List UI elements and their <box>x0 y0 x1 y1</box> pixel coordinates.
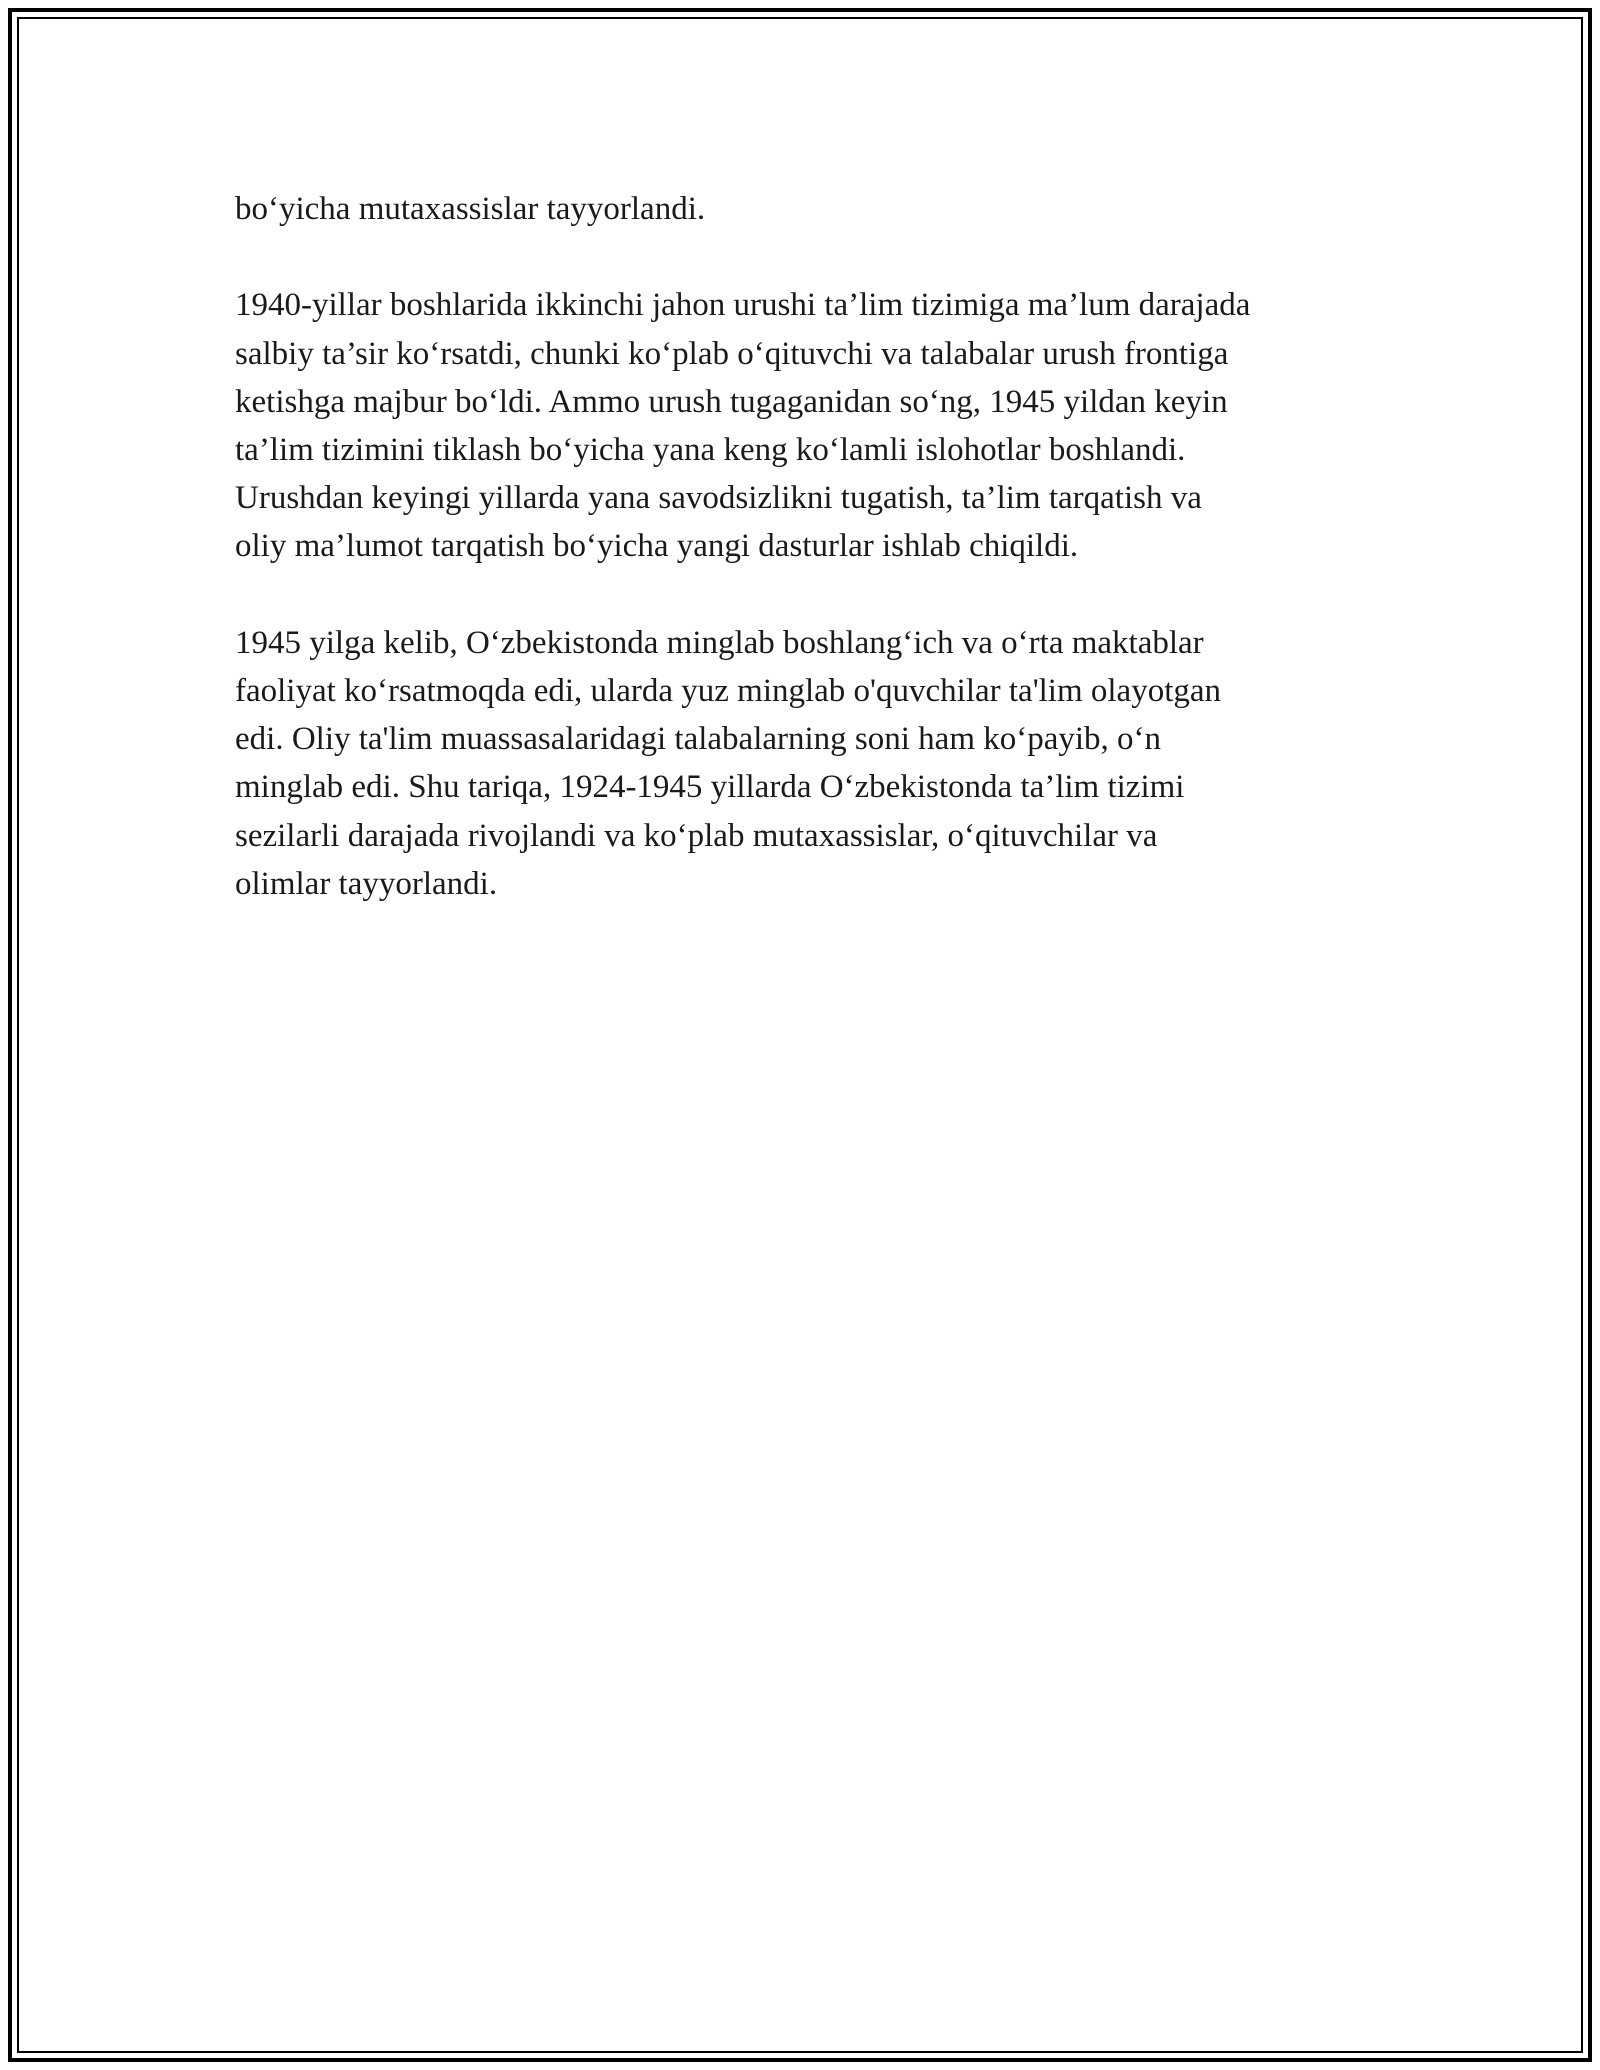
text-line: ta’lim tizimini tiklash bo‘yicha yana keng ko‘lamli islohotlar boshlandi. <box>235 432 1186 468</box>
text-line: bo‘yicha mutaxassislar tayyorlandi. <box>235 191 706 227</box>
paragraph-3 <box>235 619 1375 908</box>
text-line: salbiy ta’sir ko‘rsatdi, chunki ko‘plab o‘qituvchi va talabalar urush frontiga <box>235 335 1229 372</box>
text-line: edi. Oliy ta'lim muassasalaridagi talabalarning soni ham ko‘payib, o‘n <box>235 721 1162 758</box>
text-line: faoliyat ko‘rsatmoqda edi, ularda yuz minglab o'quvchilar ta'lim olayotgan <box>235 673 1222 709</box>
document-body <box>235 185 1375 956</box>
text-line: ketishga majbur bo‘ldi. Ammo urush tugaganidan so‘ng, 1945 yildan keyin <box>235 383 1228 420</box>
text-line: 1940-yillar boshlarida ikkinchi jahon urushi ta’lim tizimiga ma’lum darajada <box>235 287 1251 324</box>
text-line: Urushdan keyingi yillarda yana savodsizlikni tugatish, ta’lim tarqatish va <box>235 480 1202 517</box>
text-line: olimlar tayyorlandi. <box>235 865 498 902</box>
text-line: minglab edi. Shu tariqa, 1924-1945 yillarda O‘zbekistonda ta’lim tizimi <box>235 769 1185 806</box>
text-line: sezilarli darajada rivojlandi va ko‘plab mutaxassislar, o‘qituvchilar va <box>235 817 1158 854</box>
paragraph-1 <box>235 185 1375 233</box>
text-line: 1945 yilga kelib, O‘zbekistonda minglab boshlang‘ich va o‘rta maktablar <box>235 624 1204 661</box>
paragraph-2 <box>235 281 1375 570</box>
text-line: oliy ma’lumot tarqatish bo‘yicha yangi dasturlar ishlab chiqildi. <box>235 528 1079 565</box>
